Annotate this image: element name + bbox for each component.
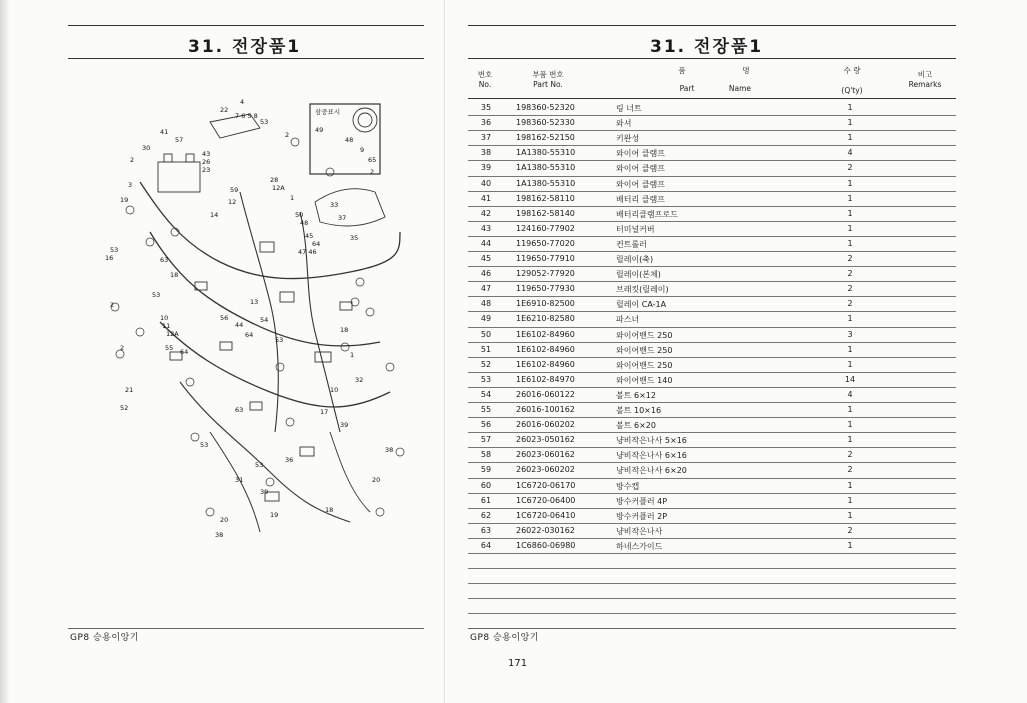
table-row xyxy=(468,417,956,432)
table-row xyxy=(468,508,956,523)
row-number: 52 xyxy=(480,359,492,369)
svg-text:53: 53 xyxy=(275,336,284,344)
quantity: 2 xyxy=(847,284,853,294)
row-number: 46 xyxy=(480,269,492,279)
row-number: 39 xyxy=(480,163,492,173)
part-number: 1E6102-84960 xyxy=(516,359,575,369)
top-rule-right xyxy=(468,25,956,26)
quantity: 3 xyxy=(847,329,853,339)
part-name: 볼트 6×12 xyxy=(616,390,656,400)
part-number: 1E6210-82580 xyxy=(516,314,575,324)
svg-text:3: 3 xyxy=(128,181,133,189)
part-number: 129052-77920 xyxy=(516,269,575,279)
quantity: 1 xyxy=(847,133,853,143)
svg-text:39: 39 xyxy=(260,488,269,496)
part-number: 119650-77020 xyxy=(516,238,575,248)
svg-text:10: 10 xyxy=(160,314,169,322)
svg-text:41: 41 xyxy=(160,128,169,136)
footer-rule-right xyxy=(468,628,956,629)
svg-text:2: 2 xyxy=(120,344,125,352)
part-number: 26023-060202 xyxy=(516,465,575,475)
row-divider xyxy=(468,583,956,584)
part-number: 1E6102-84960 xyxy=(516,329,575,339)
part-name: 배터리 클램프 xyxy=(616,194,665,204)
svg-text:4: 4 xyxy=(240,98,245,106)
svg-text:32: 32 xyxy=(355,376,364,384)
row-divider xyxy=(468,553,956,554)
row-number: 42 xyxy=(480,208,492,218)
svg-text:38: 38 xyxy=(385,446,394,454)
row-number: 41 xyxy=(480,193,492,203)
part-number: 26023-060162 xyxy=(516,450,575,460)
svg-text:1: 1 xyxy=(350,351,355,359)
row-number: 58 xyxy=(480,450,492,460)
svg-text:12A: 12A xyxy=(272,184,285,192)
part-number: 1E6102-84960 xyxy=(516,344,575,354)
row-number: 37 xyxy=(480,133,492,143)
part-number: 198162-58110 xyxy=(516,193,575,203)
col-qty-ko: 수 량 xyxy=(843,66,861,75)
page-number: 171 xyxy=(508,658,528,669)
svg-text:53: 53 xyxy=(255,461,264,469)
part-name: 방수커플러 4P xyxy=(616,496,668,506)
row-number: 60 xyxy=(480,480,492,490)
part-name: 배터리클램프로드 xyxy=(616,209,678,219)
part-name: 냥비작은나사 6×20 xyxy=(616,466,687,476)
svg-text:48: 48 xyxy=(345,136,354,144)
part-number: 26016-100162 xyxy=(516,405,575,414)
row-number: 40 xyxy=(480,178,492,188)
quantity: 2 xyxy=(847,525,853,535)
row-divider xyxy=(468,598,956,599)
row-number: 45 xyxy=(480,254,492,263)
svg-text:12A: 12A xyxy=(166,330,179,338)
page-title-right: 31. 전장품1 xyxy=(650,37,764,57)
table-row xyxy=(468,206,956,221)
row-number: 57 xyxy=(480,435,492,445)
svg-text:64: 64 xyxy=(312,240,321,248)
col-name-ko-2: 명 xyxy=(742,66,750,75)
row-number: 59 xyxy=(480,465,492,475)
part-number: 1C6720-06400 xyxy=(516,495,576,505)
table-row xyxy=(468,387,956,402)
svg-text:64: 64 xyxy=(180,348,189,356)
svg-text:14: 14 xyxy=(210,211,219,219)
quantity: 2 xyxy=(847,163,853,173)
row-number: 35 xyxy=(480,103,492,112)
svg-text:16: 16 xyxy=(105,254,114,262)
quantity: 2 xyxy=(847,269,853,279)
svg-text:53: 53 xyxy=(110,246,119,254)
col-part-no-header: 부품 번호 Part No. xyxy=(532,70,564,89)
part-name: 와이어 클램프 xyxy=(616,179,665,189)
svg-text:43: 43 xyxy=(202,150,211,158)
col-remarks-header: 비고 Remarks xyxy=(908,70,942,89)
svg-text:2: 2 xyxy=(110,301,115,309)
svg-text:2: 2 xyxy=(285,131,290,139)
quantity: 14 xyxy=(844,374,856,384)
quantity: 4 xyxy=(847,148,853,158)
header-rule xyxy=(468,98,956,99)
part-name: 냥비작은나사 6×16 xyxy=(616,451,687,461)
part-number: 198162-52150 xyxy=(516,133,575,143)
svg-text:30: 30 xyxy=(142,144,151,152)
part-number: 1A1380-55310 xyxy=(516,178,576,188)
part-name: 와이어 클램프 xyxy=(616,149,665,159)
part-name: 링 너트 xyxy=(616,104,642,113)
svg-text:35: 35 xyxy=(350,234,359,242)
row-number: 50 xyxy=(480,329,492,339)
row-number: 51 xyxy=(480,344,492,354)
row-number: 61 xyxy=(480,495,492,505)
part-number: 198162-58140 xyxy=(516,208,575,218)
top-rule-left xyxy=(68,25,424,26)
quantity: 1 xyxy=(847,103,853,112)
row-number: 36 xyxy=(480,118,492,128)
part-number: 1A1380-55310 xyxy=(516,163,576,173)
table-row xyxy=(468,447,956,462)
quantity: 2 xyxy=(847,450,853,460)
table-row xyxy=(468,523,956,538)
svg-text:28: 28 xyxy=(270,176,279,184)
part-number: 1E6910-82500 xyxy=(516,299,575,309)
part-number: 124160-77902 xyxy=(516,223,575,233)
svg-text:1: 1 xyxy=(290,194,295,202)
svg-text:52: 52 xyxy=(120,404,129,412)
page-title-left: 31. 전장품1 xyxy=(188,37,302,57)
part-name: 냥비작은나사 xyxy=(616,526,663,536)
svg-text:31: 31 xyxy=(235,476,244,484)
svg-text:45: 45 xyxy=(305,232,314,240)
row-number: 43 xyxy=(480,223,492,233)
svg-text:11: 11 xyxy=(162,322,171,330)
table-row xyxy=(468,100,956,115)
svg-text:63: 63 xyxy=(235,406,244,414)
exploded-parts-diagram xyxy=(100,92,420,552)
part-number: 1A1380-55310 xyxy=(516,148,576,158)
table-row xyxy=(468,160,956,175)
part-number: 1C6860-06980 xyxy=(516,540,576,550)
table-row xyxy=(468,251,956,266)
part-number: 1C6720-06410 xyxy=(516,510,576,520)
svg-text:49: 49 xyxy=(315,126,324,134)
svg-text:53: 53 xyxy=(152,291,161,299)
table-row xyxy=(468,327,956,342)
part-number: 198360-52320 xyxy=(516,103,575,112)
svg-text:19: 19 xyxy=(120,196,129,204)
table-row xyxy=(468,372,956,387)
footer-model-left: GP8 승용이앙기 xyxy=(70,633,139,643)
table-row xyxy=(468,145,956,160)
table-row xyxy=(468,115,956,130)
table-row xyxy=(468,493,956,508)
svg-text:17: 17 xyxy=(320,408,329,416)
quantity: 1 xyxy=(847,208,853,218)
quantity: 1 xyxy=(847,510,853,520)
table-row xyxy=(468,342,956,357)
col-name-en-1: Part xyxy=(679,84,695,93)
row-number: 56 xyxy=(480,420,492,430)
part-number: 1E6102-84970 xyxy=(516,374,575,384)
quantity: 1 xyxy=(847,178,853,188)
svg-text:54: 54 xyxy=(260,316,269,324)
svg-text:18: 18 xyxy=(325,506,334,514)
col-no-header: 번호 No. xyxy=(477,70,493,89)
row-number: 62 xyxy=(480,510,492,520)
dashboard-panel xyxy=(315,189,385,226)
part-number: 26022-030162 xyxy=(516,525,575,535)
part-number: 119650-77910 xyxy=(516,254,575,263)
row-number: 44 xyxy=(480,238,492,248)
table-row xyxy=(468,478,956,493)
row-number: 64 xyxy=(480,540,492,550)
quantity: 1 xyxy=(847,314,853,324)
svg-text:50: 50 xyxy=(295,211,304,219)
svg-text:38: 38 xyxy=(215,531,224,539)
part-name: 와셔 xyxy=(616,119,632,129)
svg-text:26: 26 xyxy=(202,158,211,166)
table-row xyxy=(468,281,956,296)
part-name: 릴레이(축) xyxy=(616,255,654,264)
quantity: 1 xyxy=(847,405,853,414)
part-name: 냥비작은나사 5×16 xyxy=(616,436,687,446)
row-number: 54 xyxy=(480,389,492,399)
quantity: 1 xyxy=(847,118,853,128)
svg-text:13: 13 xyxy=(250,298,259,306)
svg-text:44: 44 xyxy=(235,321,244,329)
svg-text:65: 65 xyxy=(368,156,377,164)
part-name: 와이어밴드 250 xyxy=(616,345,673,355)
svg-text:59: 59 xyxy=(230,186,239,194)
svg-text:36: 36 xyxy=(285,456,294,464)
table-row xyxy=(468,462,956,477)
svg-text:12: 12 xyxy=(228,198,237,206)
quantity: 1 xyxy=(847,223,853,233)
col-name-en-2: Name xyxy=(728,84,752,93)
svg-text:39: 39 xyxy=(340,421,349,429)
quantity: 2 xyxy=(847,254,853,263)
part-name: 볼트 10×16 xyxy=(616,406,662,415)
part-number: 198360-52330 xyxy=(516,118,575,128)
svg-text:56: 56 xyxy=(220,314,229,322)
svg-text:2: 2 xyxy=(370,168,375,176)
svg-text:55: 55 xyxy=(165,344,174,352)
table-row xyxy=(468,311,956,326)
part-name: 릴레이(본체) xyxy=(616,270,661,280)
quantity: 1 xyxy=(847,359,853,369)
quantity: 1 xyxy=(847,238,853,248)
part-number: 26016-060122 xyxy=(516,389,575,399)
row-number: 47 xyxy=(480,284,492,294)
row-divider xyxy=(468,568,956,569)
svg-text:53: 53 xyxy=(260,118,269,126)
svg-text:37: 37 xyxy=(338,214,347,222)
part-name: 방수캡 xyxy=(616,481,640,491)
svg-text:57: 57 xyxy=(175,136,184,144)
title-rule-left xyxy=(68,58,424,59)
quantity: 2 xyxy=(847,465,853,475)
title-rule-right xyxy=(468,58,956,59)
part-name: 볼트 6×20 xyxy=(616,421,656,431)
inset-label: 삼중표시 xyxy=(315,108,341,116)
part-name: 와이어밴드 250 xyxy=(616,360,673,370)
part-number: 1C6720-06170 xyxy=(516,480,576,490)
svg-text:7 6 5 8: 7 6 5 8 xyxy=(235,112,258,120)
svg-text:23: 23 xyxy=(202,166,211,174)
svg-text:47 46: 47 46 xyxy=(298,248,317,256)
row-number: 63 xyxy=(480,525,492,535)
footer-rule-left xyxy=(68,628,424,629)
battery-shape xyxy=(158,162,200,192)
quantity: 1 xyxy=(847,344,853,354)
row-number: 55 xyxy=(480,405,492,414)
col-qty-en: (Q'ty) xyxy=(841,86,863,95)
svg-text:21: 21 xyxy=(125,386,134,394)
quantity: 4 xyxy=(847,389,853,399)
part-name: 릴레이 CA-1A xyxy=(616,300,667,310)
table-row xyxy=(468,432,956,447)
part-name: 와이어 클램프 xyxy=(616,164,665,174)
part-name: 하네스가이드 xyxy=(616,541,663,551)
part-name: 터미널커버 xyxy=(616,224,655,234)
svg-text:18: 18 xyxy=(340,326,349,334)
part-name: 키완성 xyxy=(616,134,640,144)
table-row xyxy=(468,266,956,281)
row-number: 38 xyxy=(480,148,492,158)
row-divider xyxy=(468,613,956,614)
svg-text:22: 22 xyxy=(220,106,229,114)
quantity: 1 xyxy=(847,495,853,505)
svg-text:20: 20 xyxy=(220,516,229,524)
table-row xyxy=(468,176,956,191)
svg-text:18: 18 xyxy=(170,271,179,279)
row-number: 53 xyxy=(480,374,492,384)
svg-text:53: 53 xyxy=(200,441,209,449)
svg-text:20: 20 xyxy=(372,476,381,484)
part-name: 파스너 xyxy=(616,315,640,325)
svg-text:48: 48 xyxy=(300,219,309,227)
table-row xyxy=(468,296,956,311)
svg-text:9: 9 xyxy=(360,146,365,154)
row-number: 48 xyxy=(480,299,492,309)
svg-text:63: 63 xyxy=(160,256,169,264)
quantity: 2 xyxy=(847,299,853,309)
svg-text:2: 2 xyxy=(130,156,135,164)
svg-text:10: 10 xyxy=(330,386,339,394)
svg-text:64: 64 xyxy=(245,331,254,339)
part-name: 와이어밴드 140 xyxy=(616,375,673,385)
part-number: 26016-060202 xyxy=(516,420,575,430)
svg-text:19: 19 xyxy=(270,511,279,519)
table-row xyxy=(468,236,956,251)
table-row xyxy=(468,538,956,553)
part-name: 컨트롤러 xyxy=(616,239,647,249)
page-binding-shadow xyxy=(0,0,10,703)
table-row xyxy=(468,130,956,145)
table-row xyxy=(468,357,956,372)
part-name: 방수커플러 2P xyxy=(616,511,668,521)
footer-model-right: GP8 승용이앙기 xyxy=(470,633,539,643)
table-row xyxy=(468,191,956,206)
quantity: 1 xyxy=(847,435,853,445)
quantity: 1 xyxy=(847,480,853,490)
part-name: 와이어밴드 250 xyxy=(616,330,673,340)
part-number: 26023-050162 xyxy=(516,435,575,445)
quantity: 1 xyxy=(847,193,853,203)
quantity: 1 xyxy=(847,420,853,430)
part-number: 119650-77930 xyxy=(516,284,575,294)
quantity: 1 xyxy=(847,540,853,550)
table-row xyxy=(468,402,956,417)
svg-text:33: 33 xyxy=(330,201,339,209)
table-row xyxy=(468,221,956,236)
part-name: 브래킷(릴레이) xyxy=(616,285,669,295)
row-number: 49 xyxy=(480,314,492,324)
col-name-ko-1: 품 xyxy=(678,66,686,75)
